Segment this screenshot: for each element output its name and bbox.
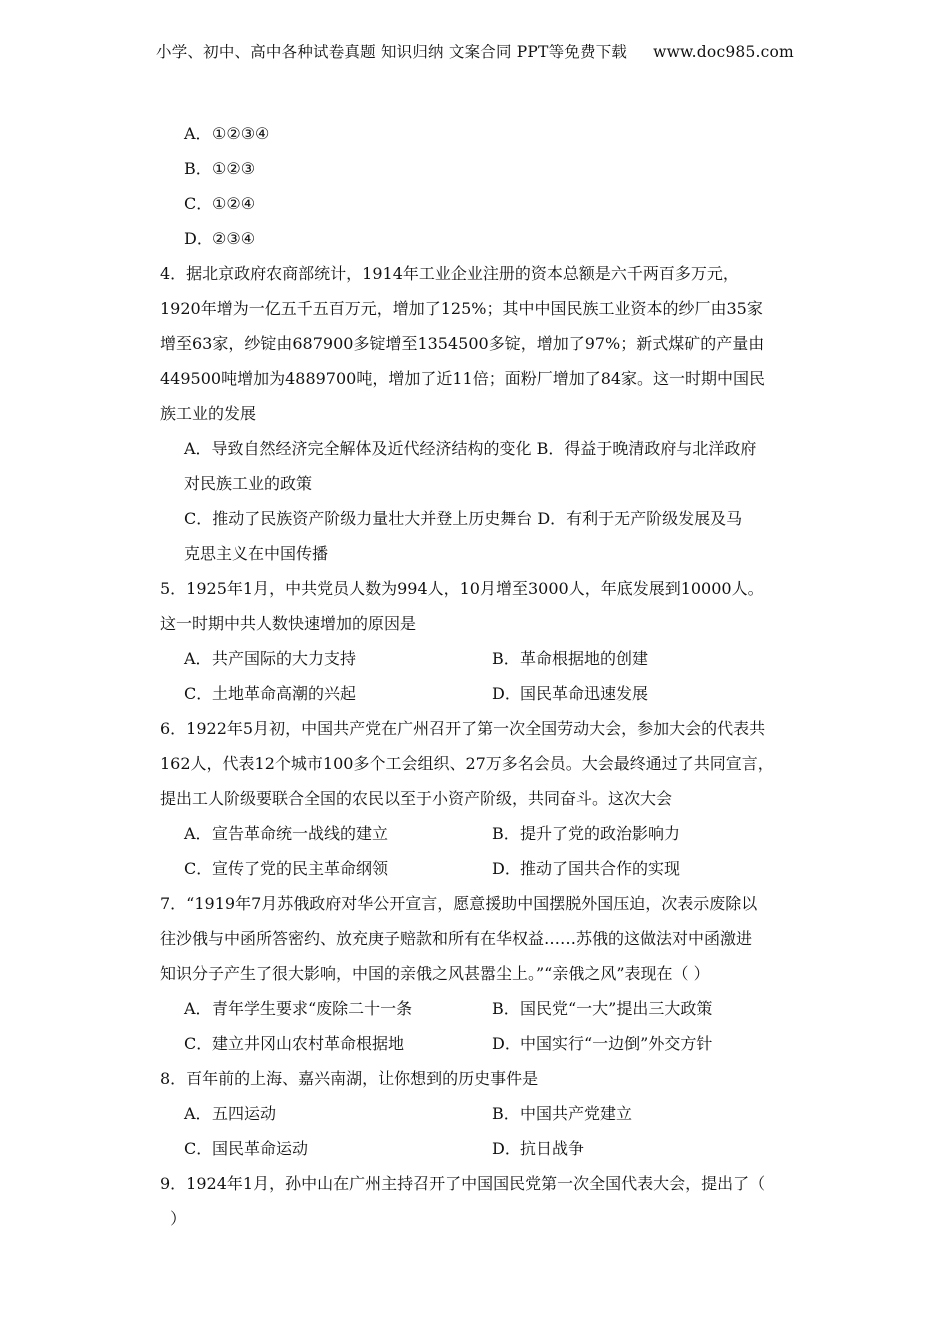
question-6 (160, 711, 800, 886)
question-7 (160, 886, 800, 1061)
option-d: D．中国实行“一边倒”外交方针 (492, 1034, 713, 1053)
question-stem-line: 5．1925年1月，中共党员人数为994人，10月增至3000人，年底发展到10000人。 (160, 579, 764, 598)
option-line: 克思主义在中国传播 (184, 544, 329, 563)
question-stem-line: ） (160, 1209, 187, 1228)
header-text: 小学、初中、高中各种试卷真题 知识归纳 文案合同 PPT等免费下载 (156, 43, 628, 61)
option-b: B．中国共产党建立 (492, 1104, 633, 1123)
question-stem-line: 6．1922年5月初，中国共产党在广州召开了第一次全国劳动大会，参加大会的代表共 (160, 719, 766, 738)
option-b: B．国民党“一大”提出三大政策 (492, 999, 713, 1018)
page-header (0, 40, 950, 62)
exam-content (160, 116, 800, 1236)
option-row (160, 1096, 800, 1131)
question-stem-line: 往沙俄与中函所答密约、放充庚子赔款和所有在华权益……苏俄的这做法对中函激进 (160, 929, 753, 948)
option-a: A．五四运动 (184, 1104, 277, 1123)
option-b: B．革命根据地的创建 (492, 649, 649, 668)
option-b: B．提升了党的政治影响力 (492, 824, 681, 843)
option-row (160, 991, 800, 1026)
question-stem-line: 449500吨增加为4889700吨，增加了近11倍；面粉厂增加了84家。这一时期中国民 (160, 369, 766, 388)
question-5 (160, 571, 800, 711)
option-a: A．共产国际的大力支持 (184, 649, 357, 668)
option-row (160, 1026, 800, 1061)
question-4 (160, 256, 800, 571)
option-row (160, 676, 800, 711)
option-a: A．宣告革命统一战线的建立 (184, 824, 389, 843)
question-stem-line: 4．据北京政府农商部统计，1914年工业企业注册的资本总额是六千两百多万元， (160, 264, 739, 283)
option-row (160, 816, 800, 851)
question-stem-line: 增至63家，纱锭由687900多锭增至1354500多锭，增加了97%；新式煤矿的产量由 (160, 334, 765, 353)
option-row: D．②③④ (184, 229, 256, 248)
option-c: C．土地革命高潮的兴起 (184, 684, 357, 703)
question-3-options (160, 116, 800, 256)
option-row (160, 1131, 800, 1166)
question-stem-line: 9．1924年1月，孙中山在广州主持召开了中国国民党第一次全国代表大会，提出了（ (160, 1174, 766, 1193)
option-c: C．宣传了党的民主革命纲领 (184, 859, 389, 878)
question-stem-line: 这一时期中共人数快速增加的原因是 (160, 614, 417, 633)
option-c: C．国民革命运动 (184, 1139, 309, 1158)
question-stem-line: 7．“1919年7月苏俄政府对华公开宣言，愿意援助中国摆脱外国压迫，次表示废除以 (160, 894, 758, 913)
option-line: 对民族工业的政策 (184, 474, 313, 493)
option-d: D．国民革命迅速发展 (492, 684, 649, 703)
option-c: C．建立井冈山农村革命根据地 (184, 1034, 405, 1053)
option-line: C．推动了民族资产阶级力量壮大并登上历史舞台 D．有利于无产阶级发展及马 (184, 509, 743, 528)
option-row (160, 641, 800, 676)
question-stem-line: 8．百年前的上海、嘉兴南湖，让你想到的历史事件是 (160, 1069, 539, 1088)
option-row: C．①②④ (184, 194, 256, 213)
option-line: A．导致自然经济完全解体及近代经济结构的变化 B．得益于晚清政府与北洋政府 (184, 439, 757, 458)
question-stem-line: 1920年增为一亿五千五百万元，增加了125%；其中中国民族工业资本的纱厂由35家 (160, 299, 763, 318)
question-9 (160, 1166, 800, 1236)
question-stem-line: 162人，代表12个城市100多个工会组织、27万多名会员。大会最终通过了共同宣言， (160, 754, 774, 773)
question-stem-line: 提出工人阶级要联合全国的农民以至于小资产阶级，共同奋斗。这次大会 (160, 789, 673, 808)
option-d: D．抗日战争 (492, 1139, 585, 1158)
question-stem-line: 知识分子产生了很大影响，中国的亲俄之风甚嚣尘上。”“亲俄之风”表现在（ ） (160, 964, 710, 983)
option-row: A．①②③④ (184, 124, 270, 143)
option-a: A．青年学生要求“废除二十一条 (184, 999, 413, 1018)
question-stem-line: 族工业的发展 (160, 404, 257, 423)
header-site-link[interactable]: www.doc985.com (653, 43, 794, 61)
option-row: B．①②③ (184, 159, 256, 178)
option-row (160, 851, 800, 886)
question-8 (160, 1061, 800, 1166)
option-d: D．推动了国共合作的实现 (492, 859, 681, 878)
